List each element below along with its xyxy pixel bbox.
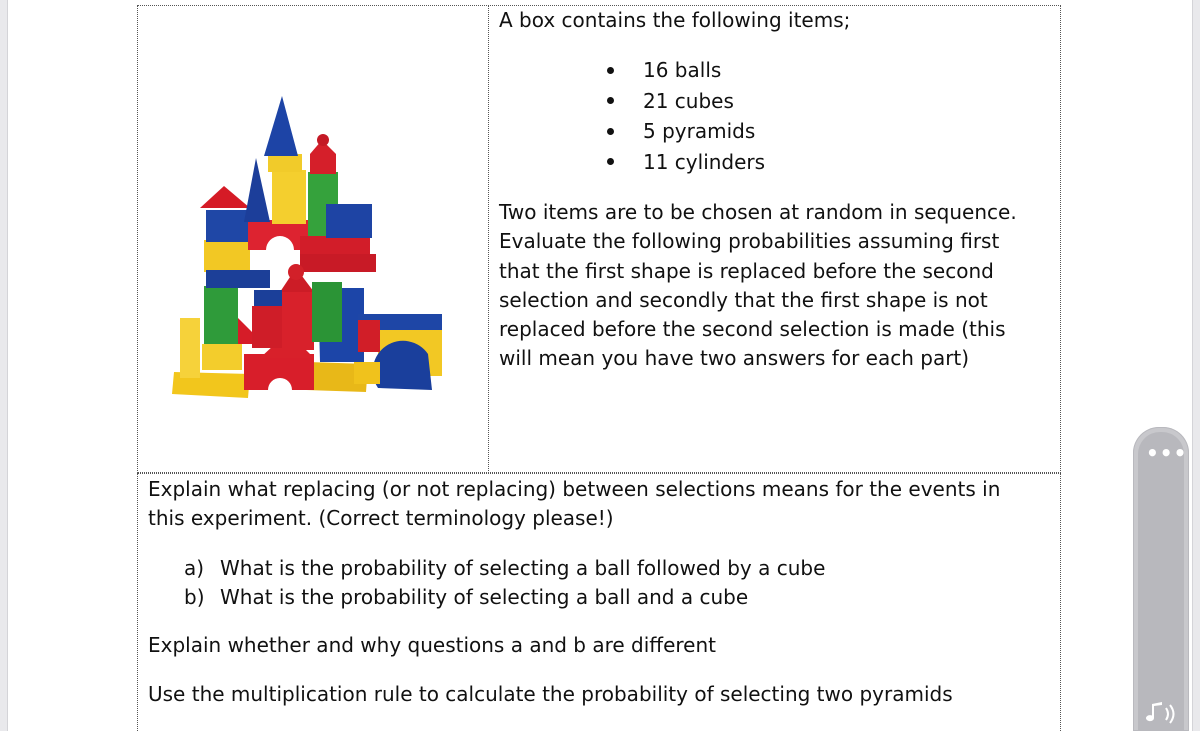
intro-text: A box contains the following items; bbox=[499, 8, 851, 32]
bullet bbox=[607, 128, 614, 135]
item-cylinders: 11 cylinders bbox=[643, 150, 766, 174]
multiplication-text: Use the multiplication rule to calculate the probability of selecting two pyramids bbox=[148, 682, 953, 706]
paragraph-line: will mean you have two answers for each part) bbox=[499, 346, 970, 370]
question-a-marker: a) bbox=[184, 556, 205, 580]
bullet bbox=[607, 67, 614, 74]
table-column-divider bbox=[488, 5, 489, 473]
speaker-icon[interactable] bbox=[1146, 702, 1178, 726]
floating-toolbar-handle[interactable] bbox=[1138, 432, 1184, 731]
paragraph-line: replaced before the second selection is made (this bbox=[499, 317, 1006, 341]
toy-blocks-image bbox=[168, 92, 448, 404]
question-b-marker: b) bbox=[184, 585, 205, 609]
item-pyramids: 5 pyramids bbox=[643, 119, 756, 143]
paragraph-line: that the first shape is replaced before the second bbox=[499, 259, 994, 283]
explain-line: this experiment. (Correct terminology please!) bbox=[148, 506, 614, 530]
bullet bbox=[607, 158, 614, 165]
bullet bbox=[607, 97, 614, 104]
explain-diff-text: Explain whether and why questions a and b are different bbox=[148, 633, 716, 657]
paragraph-line: Evaluate the following probabilities assuming first bbox=[499, 229, 1000, 253]
explain-line: Explain what replacing (or not replacing) between selections means for the events in bbox=[148, 477, 1001, 501]
paragraph-line: Two items are to be chosen at random in sequence. bbox=[499, 200, 1017, 224]
right-gutter bbox=[1192, 0, 1200, 731]
item-cubes: 21 cubes bbox=[643, 89, 734, 113]
more-dots-icon[interactable]: ••• bbox=[1146, 441, 1188, 465]
question-b-text: What is the probability of selecting a ball and a cube bbox=[220, 585, 749, 609]
paragraph-line: selection and secondly that the first shape is not bbox=[499, 288, 988, 312]
item-balls: 16 balls bbox=[643, 58, 722, 82]
left-gutter bbox=[0, 0, 8, 731]
question-a-text: What is the probability of selecting a ball followed by a cube bbox=[220, 556, 826, 580]
